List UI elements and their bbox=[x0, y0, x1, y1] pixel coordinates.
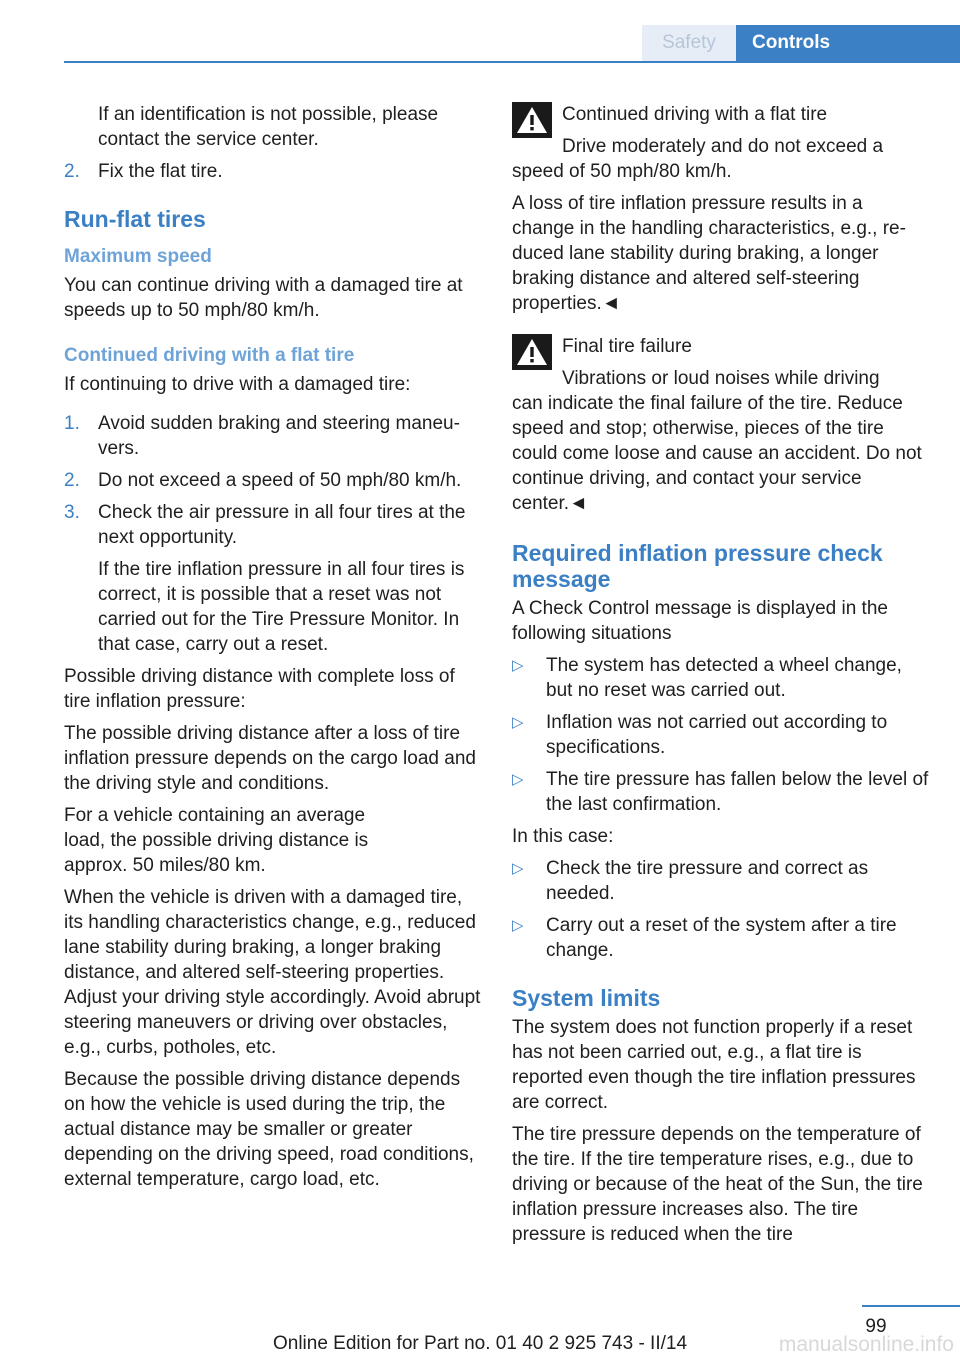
bullet-text: The system has detected a wheel change, but no reset was carried out. bbox=[546, 655, 902, 701]
warning-title: Continued driving with a flat tire bbox=[562, 104, 828, 125]
triangle-right-icon: ▷ bbox=[512, 917, 524, 934]
bullet-text: Inflation was not carried out according to specifications. bbox=[546, 712, 888, 758]
bullet-text: Check the tire pressure and correct as needed. bbox=[546, 858, 869, 904]
intro-continued: If an identification is not possible, please contact the service center. bbox=[98, 104, 439, 150]
list-item bbox=[512, 913, 930, 963]
bullet-text: Carry out a reset of the system after a tire change. bbox=[546, 915, 897, 961]
list-item bbox=[512, 710, 930, 760]
heading-run-flat-tires: Run-flat tires bbox=[64, 206, 206, 232]
list-item bbox=[512, 653, 930, 703]
paragraph: A Check Control message is displayed in the following situations bbox=[512, 598, 888, 644]
page-number: 99 bbox=[865, 1316, 887, 1337]
warning-text-first: Vibrations or loud noises while driving bbox=[562, 368, 880, 389]
step-number: 2. bbox=[64, 161, 80, 182]
list-item bbox=[512, 767, 930, 817]
triangle-right-icon: ▷ bbox=[512, 860, 524, 877]
paragraph: Possible driving distance with complete loss of tire inflation pressure: bbox=[64, 666, 455, 712]
warning-block bbox=[512, 102, 930, 184]
step-text: Do not exceed a speed of 50 mph/80 km/h. bbox=[98, 470, 462, 491]
warning-text: speed of 50 mph/80 km/h. bbox=[512, 161, 732, 182]
list-item bbox=[64, 468, 482, 493]
heading-system-limits: System limits bbox=[512, 985, 661, 1011]
right-column bbox=[512, 102, 930, 1254]
triangle-right-icon: ▷ bbox=[512, 657, 524, 674]
header-rule bbox=[64, 61, 960, 63]
paragraph: You can continue driving with a damaged tire at speeds up to 50 mph/80 km/h. bbox=[64, 275, 463, 321]
heading-required-inflation: Required inflation pressure check message bbox=[512, 540, 883, 592]
paragraph: For a vehicle containing an average load, the possible driving distance is approx. 50 miles/80 km. bbox=[64, 805, 369, 876]
step-number: 2. bbox=[64, 470, 80, 491]
list-item bbox=[64, 159, 482, 184]
step-text: Check the air pressure in all four tires at the next opportunity. bbox=[98, 502, 466, 548]
footer-rule bbox=[862, 1305, 960, 1307]
step-text: Avoid sudden braking and steering maneuvers. bbox=[98, 413, 460, 459]
tab-controls-label: Controls bbox=[752, 32, 831, 53]
left-column bbox=[64, 102, 482, 1199]
list-item bbox=[64, 411, 482, 461]
paragraph: The system does not function properly if a reset has not been carried out, e.g., a flat tire is reported even though the tire inflation pressures are correct. bbox=[512, 1017, 916, 1113]
warning-text-first: Drive moderately and do not exceed a bbox=[562, 136, 884, 157]
bullet-text: The tire pressure has fallen below the level of the last confirmation. bbox=[546, 769, 929, 815]
list-item bbox=[64, 500, 482, 657]
paragraph: A loss of tire inflation pressure results in a change in the handling characteristics, e.g., reduced lane stability during braking, a longer braking distance and altered self-steering properties.◄ bbox=[512, 193, 906, 314]
warning-text: can indicate the final failure of the tire. Reduce speed and stop; otherwise, pieces of the tire could come loose and cause an accident. Do not continue driving, and contact your service center.◄ bbox=[512, 393, 922, 514]
paragraph: In this case: bbox=[512, 826, 614, 847]
warning-icon bbox=[512, 102, 552, 138]
watermark: manualsonline.info bbox=[778, 1333, 954, 1356]
triangle-right-icon: ▷ bbox=[512, 714, 524, 731]
warning-block bbox=[512, 334, 930, 516]
paragraph: When the vehicle is driven with a damaged tire, its handling characteristics change, e.g., reduced lane stability during braking, a longer braking distance, and altered self-steering properties. Adjust your driving style accordingly. Avoid abrupt steering maneuvers or driving over obstacles, e.g., curbs, potholes, etc. bbox=[64, 887, 481, 1058]
tab-safety bbox=[642, 25, 736, 61]
paragraph: Because the possible driving distance depends on how the vehicle is used during the trip, the actual distance may be smaller or greater depending on the driving speed, road conditions, external temperature, cargo load, etc. bbox=[64, 1069, 474, 1190]
warning-icon bbox=[512, 334, 552, 370]
step-number: 1. bbox=[64, 413, 80, 434]
step-text: Fix the flat tire. bbox=[98, 161, 223, 182]
warning-title: Final tire failure bbox=[562, 336, 692, 357]
step-number: 3. bbox=[64, 502, 80, 523]
paragraph: The possible driving distance after a loss of tire inflation pressure depends on the cargo load and the driving style and conditions. bbox=[64, 723, 476, 794]
list-item bbox=[512, 856, 930, 906]
paragraph: If continuing to drive with a damaged tire: bbox=[64, 374, 411, 395]
step-subtext: If the tire inflation pressure in all four tires is correct, it is possible that a reset was not carried out for the Tire Pressure Monitor. In that case, carry out a reset. bbox=[98, 559, 465, 655]
edition-text: Online Edition for Part no. 01 40 2 925 743 - II/14 bbox=[272, 1333, 688, 1354]
heading-continued-driving: Continued driving with a flat tire bbox=[64, 345, 355, 366]
triangle-right-icon: ▷ bbox=[512, 771, 524, 788]
tab-safety-label: Safety bbox=[662, 32, 716, 53]
tab-controls bbox=[736, 25, 960, 61]
paragraph: The tire pressure depends on the temperature of the tire. If the tire temperature rises, e.g., due to driving or because of the heat of the Sun, the tire inflation pressure increases also. The tire pressure is reduced when the tire bbox=[512, 1124, 923, 1245]
heading-maximum-speed: Maximum speed bbox=[64, 246, 212, 267]
